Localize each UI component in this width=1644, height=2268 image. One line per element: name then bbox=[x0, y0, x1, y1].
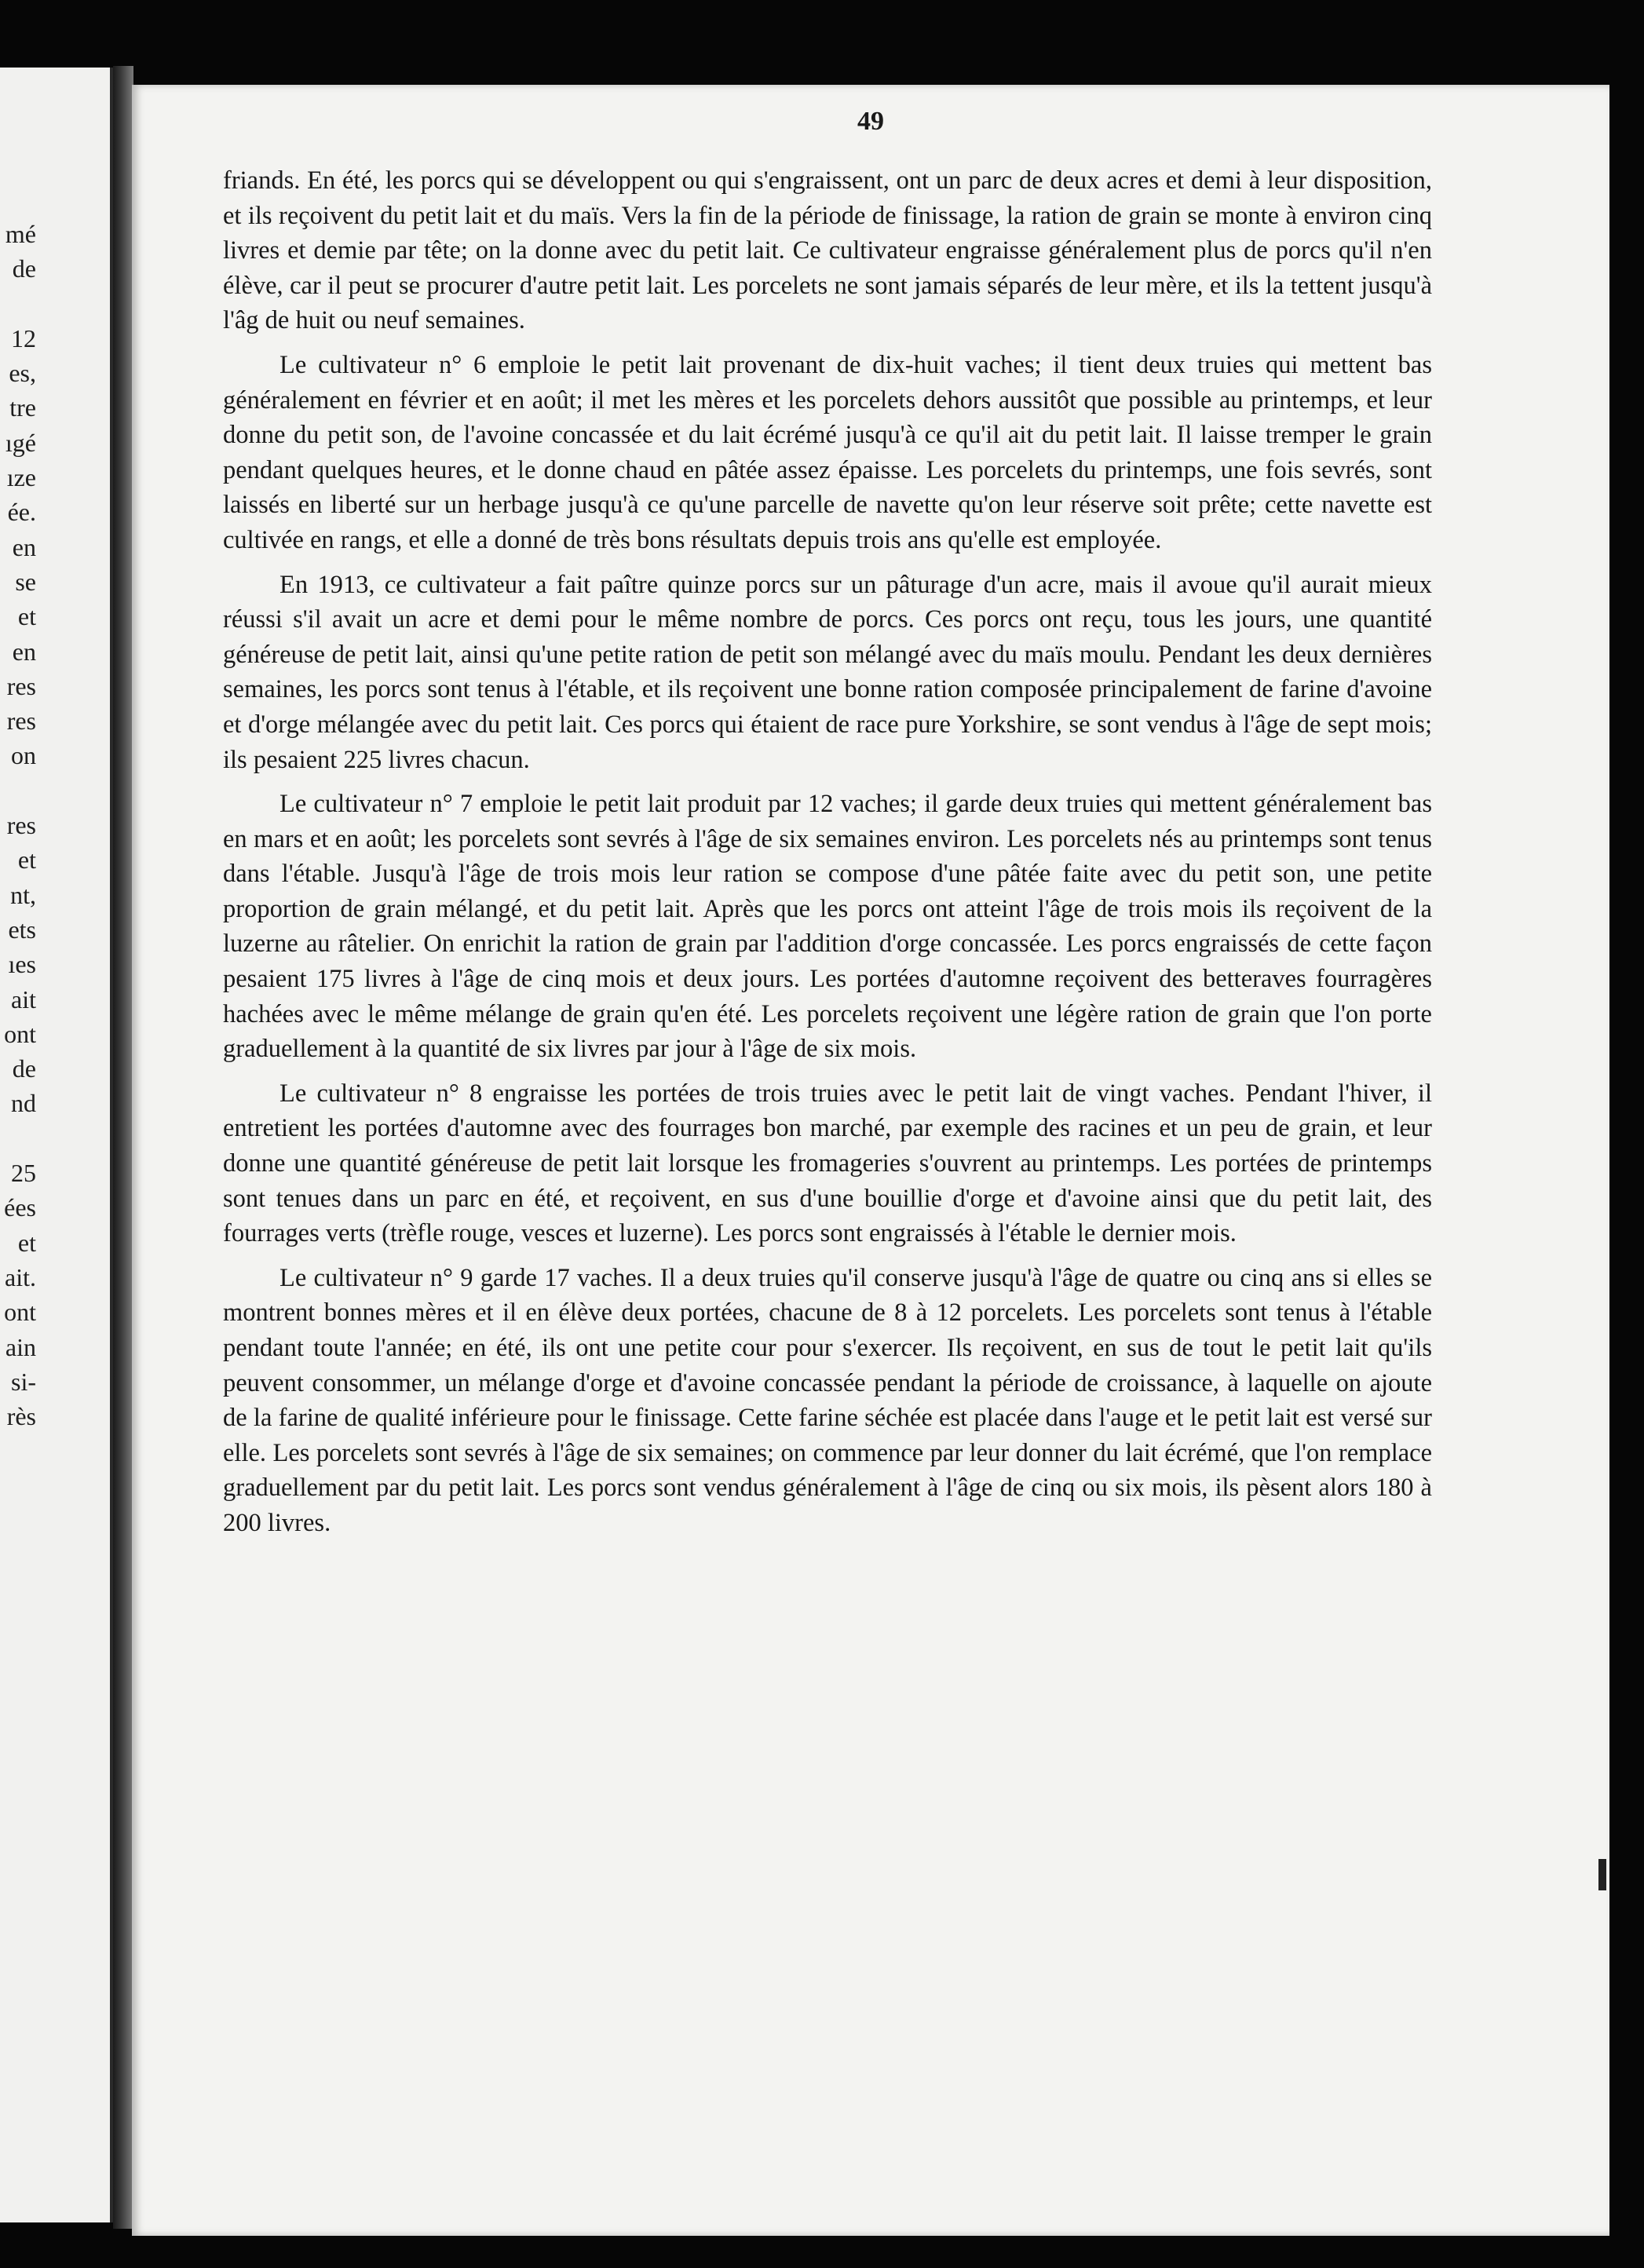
fragment: de bbox=[12, 254, 36, 283]
fragment: res bbox=[6, 671, 36, 700]
fragment: en bbox=[12, 637, 36, 666]
fragment: ıgé bbox=[5, 428, 36, 457]
fragment: 25 bbox=[11, 1159, 36, 1188]
left-page-edge bbox=[0, 68, 113, 2222]
fragment: 12 bbox=[11, 323, 36, 352]
fragment: ées bbox=[4, 1193, 36, 1222]
fragment: res bbox=[6, 811, 36, 840]
paragraph: Le cultivateur n° 9 garde 17 vaches. Il a deux truies qu'il conserve jusqu'à l'âge de quatre ou cinq ans si elles se montrent bonnes mères et il en élève deux portées, chacune de 8 à 12 porcelets. Les porcelets sont tenus à l'étable pendant toute l'année; en été, ils ont une petite cour pour s'exercer. Ils reçoivent, en sus de tout le petit lait qu'ils peuvent consommer, un mélange d'orge et d'avoine concassée pendant la période de croissance, à laquelle on ajoute de la farine de qualité inférieure pour le finissage. Cette farine séchée est placée dans l'auge et le petit lait est versé sur elle. Les porcelets sont sevrés à l'âge de six semaines; on commence par leur donner du lait écrémé, que l'on remplace graduellement par du petit lait. Les porcs sont vendus généralement à l'âge de cinq ou six mois, ils pèsent alors 180 à 200 livres. bbox=[223, 1263, 1432, 1537]
fragment: ée. bbox=[7, 498, 36, 527]
body-text bbox=[223, 163, 1432, 1550]
fragment: et bbox=[17, 845, 36, 875]
fragment: en bbox=[12, 532, 36, 561]
page-number: 49 bbox=[857, 107, 884, 136]
fragment: ıze bbox=[6, 463, 36, 492]
fragment: res bbox=[6, 707, 36, 736]
fragment: ıes bbox=[8, 950, 36, 979]
right-page bbox=[132, 85, 1609, 2236]
fragment: de bbox=[12, 1054, 36, 1083]
fragment: si- bbox=[11, 1367, 36, 1396]
fragment: tre bbox=[9, 393, 36, 422]
book-spine-shadow bbox=[113, 66, 133, 2229]
fragment bbox=[0, 1121, 36, 1156]
fragment: se bbox=[15, 567, 36, 596]
paragraph: Le cultivateur n° 8 engraisse les portées de trois truies avec le petit lait de vingt vaches. Pendant l'hiver, il entretient les portées d'automne avec des fourrages bon marché, par exemple des racines et un peu de grain, et leur donne une quantité généreuse de petit lait lorsque les fromageries s'ouvrent au printemps. Les portées de printemps sont tenues dans un parc en été, et reçoivent, en sus d'une bouillie d'orge et d'avoine ainsi que du petit lait, des fourrages verts (trèfle rouge, vesces et luzerne). Les porcs sont engraissés à l'étable le dernier mois. bbox=[223, 1079, 1432, 1248]
fragment: ait. bbox=[5, 1262, 36, 1291]
fragment: on bbox=[11, 741, 36, 770]
fragment: nt, bbox=[10, 880, 36, 909]
fragment: es, bbox=[9, 359, 36, 388]
fragment: et bbox=[17, 602, 36, 631]
fragment bbox=[0, 287, 36, 321]
scan-edge-mark bbox=[1598, 1859, 1606, 1890]
fragment: ont bbox=[4, 1298, 36, 1327]
paragraph: En 1913, ce cultivateur a fait paître quinze porcs sur un pâturage d'un acre, mais il avoue qu'il aurait mieux réussi s'il avait un acre et demi pour le même nombre de porcs. Ces porcs ont reçu, tous les jours, une quantité généreuse de petit lait, ainsi qu'une petite ration de petit son mélangé avec du maïs moulu. Pendant les deux dernières semaines, les porcs sont tenus à l'étable, et ils reçoivent une bonne ration composée principalement de farine d'avoine et d'orge mélangée avec du petit lait. Ces porcs qui étaient de race pure Yorkshire, se sont vendus à l'âge de sept mois; ils pesaient 225 livres chacun. bbox=[223, 570, 1432, 774]
paragraph: Le cultivateur n° 6 emploie le petit lait provenant de dix-huit vaches; il tient deux truies qui mettent bas généralement en février et en août; il met les mères et les porcelets dehors aussitôt que possible au printemps, et leur donne du petit son, de l'avoine concassée et du lait écrémé jusqu'à ce qu'il ait du petit lait. Il laisse tremper le grain pendant quelques heures, et le donne chaud en pâtée assez épaisse. Les porcelets du printemps, une fois sevrés, sont laissés en liberté sur un herbage jusqu'à ce qu'une parcelle de navette qu'on leur réserve soit prête; cette navette est cultivée en rangs, et elle a donné de très bons résultats depuis trois ans qu'elle est employée. bbox=[223, 350, 1432, 554]
fragment: et bbox=[17, 1228, 36, 1257]
fragment: nd bbox=[11, 1089, 36, 1118]
fragment: rès bbox=[6, 1402, 36, 1431]
fragment: ain bbox=[5, 1332, 36, 1361]
paragraph: Le cultivateur n° 7 emploie le petit lait produit par 12 vaches; il garde deux truies qui mettent généralement bas en mars et en août; les porcelets sont sevrés à l'âge de six semaines environ. Les porcelets nés au printemps sont tenus dans l'étable. Jusqu'à l'âge de trois mois leur ration se compose d'une pâtée faite avec du petit son, une petite proportion de grain mélangé, et du petit lait. Après que les porcs ont atteint l'âge de trois mois ils reçoivent de la luzerne au râtelier. On enrichit la ration de grain par l'addition d'orge concassée. Les porcs engraissés de cette façon pesaient 175 livres à l'âge de cinq mois et deux jours. Les portées d'automne reçoivent des betteraves fourragères hachées avec le même mélange de grain qu'en été. Les porcelets reçoivent une légère ration de grain que l'on porte graduellement à la quantité de six livres par jour à l'âge de six mois. bbox=[223, 790, 1432, 1064]
fragment: ont bbox=[4, 1019, 36, 1048]
fragment bbox=[0, 773, 36, 808]
paragraph: friands. En été, les porcs qui se développent ou qui s'engraissent, ont un parc de deux acres et demi à leur disposition, et ils reçoivent du petit lait et du maïs. Vers la fin de la période de finissage, la ration de grain se monte à environ cinq livres et demie par tête; on la donne avec du petit lait. Ce cultivateur engraisse généralement plus de porcs qu'il n'en élève, car il peut se procurer d'autre petit lait. Les porcelets ne sont jamais séparés de leur mère, et ils la tettent jusqu'à l'âg de huit ou neuf semaines. bbox=[223, 166, 1432, 335]
fragment: ait bbox=[11, 984, 36, 1013]
fragment: mé bbox=[5, 220, 36, 248]
left-page-text-fragments bbox=[0, 217, 36, 1433]
fragment: ets bbox=[8, 915, 36, 944]
